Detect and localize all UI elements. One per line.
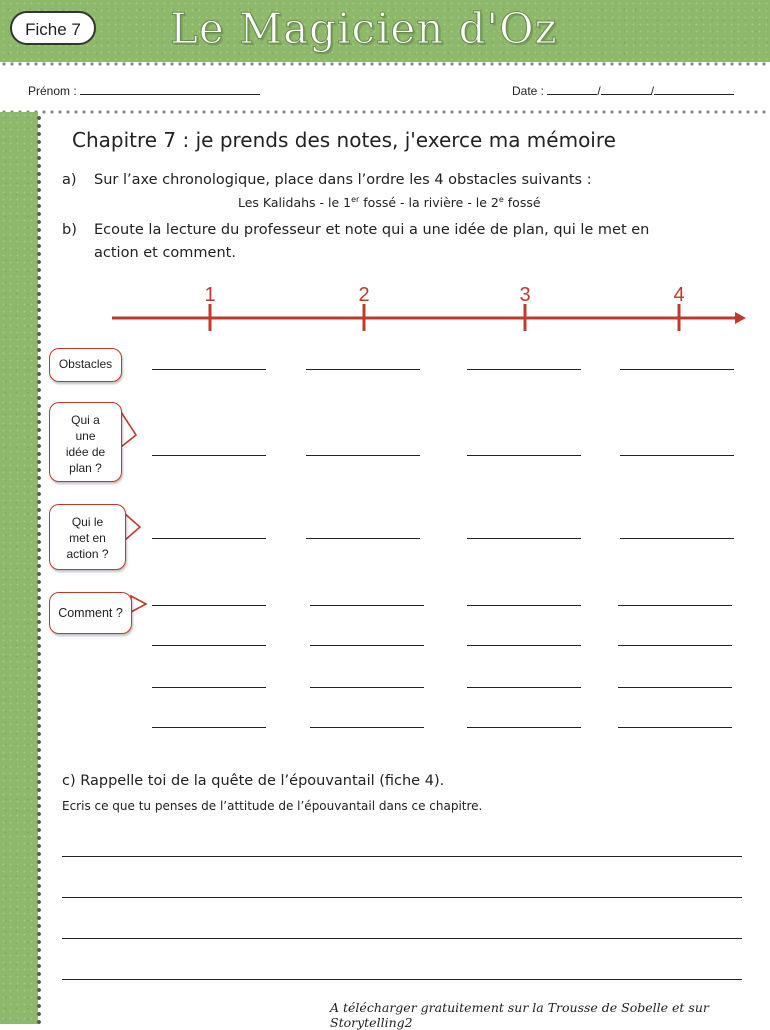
question-c-text-1: c) Rappelle toi de la quête de l’épouvantail (fiche 4).: [62, 773, 445, 789]
row-label-idee-text-2: une: [75, 429, 96, 443]
question-a: [62, 172, 592, 188]
obstacle-3: fossé: [503, 195, 541, 211]
write-line[interactable]: [467, 687, 581, 688]
write-line[interactable]: [310, 605, 424, 606]
obstacle-2: fossé - la rivière - le 2: [359, 195, 499, 211]
question-b-label: b): [62, 222, 77, 238]
write-line[interactable]: [618, 645, 732, 646]
question-a-text: Sur l’axe chronologique, place dans l’ordre les 4 obstacles suivants :: [94, 172, 592, 188]
sidebar-dotted-border: [36, 114, 42, 1024]
row-label-obstacles-text: Obstacles: [58, 357, 113, 371]
row-label-action-text-1: Qui le: [71, 515, 104, 529]
write-line[interactable]: [620, 455, 734, 456]
chapter-title: Chapitre 7 : je prends des notes, j'exerce ma mémoire: [72, 128, 616, 152]
question-b-text-1: Ecoute la lecture du professeur et note qui a une idée de plan, qui le met en: [94, 222, 650, 238]
axis-label-3: 3: [519, 284, 531, 306]
write-line[interactable]: [152, 645, 266, 646]
row-label-action-text-3: action ?: [66, 547, 109, 561]
row-label-comment: [49, 592, 132, 634]
prenom-line: [80, 82, 260, 95]
write-line[interactable]: [467, 369, 581, 370]
bubble-tail-comment: [131, 596, 146, 612]
write-line[interactable]: [467, 645, 581, 646]
question-b: [62, 219, 649, 265]
paragraph-line[interactable]: [62, 938, 742, 939]
fiche-badge: Fiche 7: [10, 11, 96, 45]
bubble-tail-action: [125, 514, 140, 540]
header-dotted-border: [0, 62, 770, 66]
write-line[interactable]: [306, 455, 420, 456]
paragraph-line[interactable]: [62, 856, 742, 857]
question-c-text-2: Ecris ce que tu penses de l’attitude de l’épouvantail dans ce chapitre.: [62, 799, 483, 813]
row-label-action: [49, 504, 126, 570]
row-label-obstacles: [49, 348, 122, 382]
write-line[interactable]: [306, 538, 420, 539]
prenom-field[interactable]: [28, 82, 260, 98]
green-sidebar: [0, 112, 38, 1024]
obstacle-list: [238, 195, 541, 210]
write-line[interactable]: [310, 687, 424, 688]
date-day-line: [547, 82, 597, 95]
obstacle-1: Les Kalidahs - le 1: [238, 195, 352, 211]
write-line[interactable]: [467, 538, 581, 539]
write-line[interactable]: [310, 727, 424, 728]
date-label: Date :: [512, 84, 545, 98]
obstacle-2-sup: e: [498, 195, 504, 204]
axis-label-4: 4: [673, 284, 685, 306]
question-b-text-2: action et comment.: [94, 245, 236, 261]
axis-arrowhead: [735, 312, 746, 324]
row-label-idee-text-3: idée de: [65, 445, 106, 459]
write-line[interactable]: [618, 687, 732, 688]
write-line[interactable]: [152, 605, 266, 606]
write-line[interactable]: [152, 369, 266, 370]
write-line[interactable]: [152, 538, 266, 539]
write-line[interactable]: [152, 455, 266, 456]
write-line[interactable]: [152, 687, 266, 688]
date-field[interactable]: [512, 82, 734, 98]
write-line[interactable]: [310, 645, 424, 646]
page-title: Le Magicien d'Oz: [170, 4, 558, 53]
footer-credit: A télécharger gratuitement sur la Trousse de Sobelle et sur Storytelling2: [330, 1000, 709, 1030]
date-sep-1: /: [597, 84, 601, 98]
prenom-label: Prénom :: [28, 84, 77, 98]
date-year-line: [654, 82, 734, 95]
row-label-idee-text-4: plan ?: [69, 461, 102, 475]
write-line[interactable]: [467, 727, 581, 728]
axis-label-1: 1: [204, 284, 216, 306]
date-sep-2: /: [650, 84, 655, 98]
paragraph-line[interactable]: [62, 979, 742, 980]
axis-label-2: 2: [358, 284, 370, 306]
obstacle-1-sup: er: [351, 195, 360, 204]
write-line[interactable]: [306, 369, 420, 370]
write-line[interactable]: [467, 455, 581, 456]
question-a-label: a): [62, 172, 77, 188]
bubble-tail-idee: [121, 412, 136, 447]
write-line[interactable]: [620, 538, 734, 539]
write-line[interactable]: [618, 605, 732, 606]
section-dotted-border: [0, 110, 770, 114]
write-line[interactable]: [467, 605, 581, 606]
write-line[interactable]: [618, 727, 732, 728]
row-label-comment-text: Comment ?: [58, 606, 123, 620]
paragraph-line[interactable]: [62, 897, 742, 898]
row-label-action-text-2: met en: [69, 531, 106, 545]
write-line[interactable]: [152, 727, 266, 728]
row-label-idee-text-1: Qui a: [71, 413, 100, 427]
header-banner: [0, 0, 770, 62]
row-label-idee: [49, 402, 122, 482]
date-month-line: [601, 82, 651, 95]
write-line[interactable]: [620, 369, 734, 370]
